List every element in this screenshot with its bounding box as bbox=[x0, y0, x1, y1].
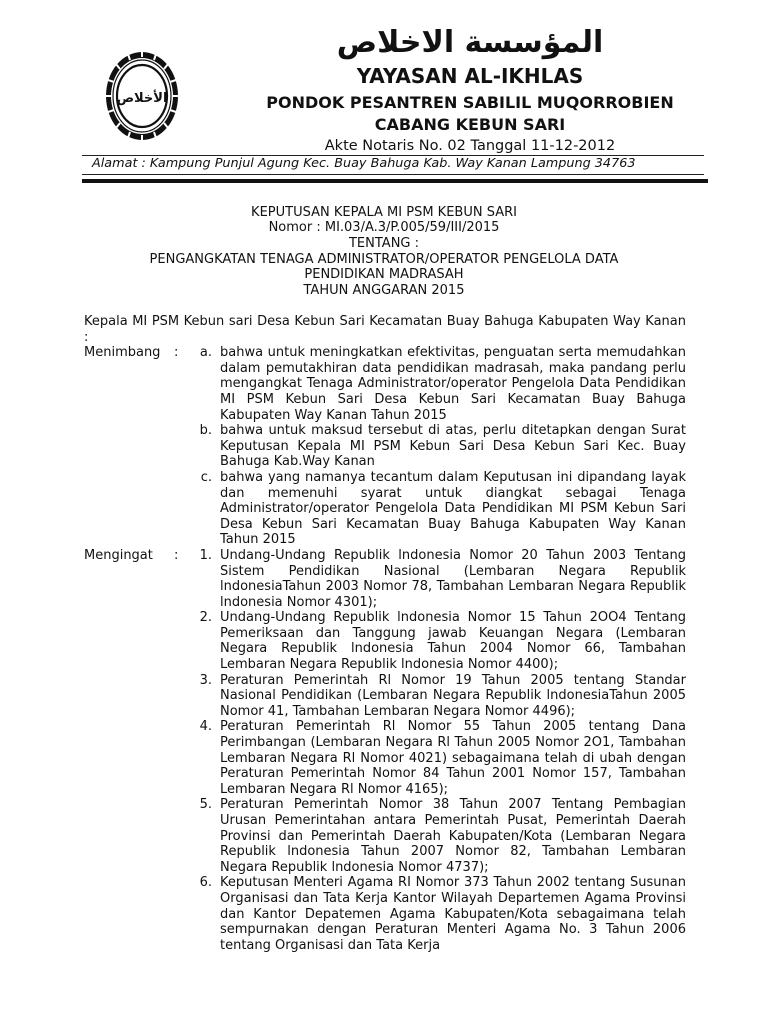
mengingat-colon: : bbox=[174, 547, 179, 563]
menimbang-item-number: c. bbox=[200, 469, 212, 485]
menimbang-item-text: bahwa untuk meningkatkan efektivitas, penguatan serta memudahkan dalam pemutakhiran data pendidikan madrasah, maka pandang perlu mengangkat Tenaga Administrator/operator Pengelola Data Pendidikan MI PSM Kebun Sari Desa Kebun Sari Kecamatan Buay Bahuga Kabupaten Way Kanan Tahun 2015 bbox=[220, 345, 686, 423]
subject-line-1: PENGANGKATAN TENAGA ADMINISTRATOR/OPERATOR PENGELOLA DATA bbox=[149, 252, 619, 267]
foundation-seal-logo bbox=[104, 50, 180, 142]
branch-name: CABANG KEBUN SARI bbox=[374, 115, 566, 134]
menimbang-colon: : bbox=[174, 345, 179, 361]
mengingat-item bbox=[194, 875, 686, 953]
mengingat-item-text: Undang-Undang Republik lndonesia Nomor 20 Tahun 2003 Tentang Sistem Pendidikan Nasional (Lembaran Negara Republik lndonesiaTahun 2003 Nomor 78, Tambahan Lembaran Negara Republik lndonesia Nomor 4301); bbox=[220, 547, 686, 610]
mengingat-item-number: 4. bbox=[199, 719, 212, 735]
mengingat-item-number: 5. bbox=[199, 797, 212, 813]
mengingat-item-number: 6. bbox=[199, 875, 212, 891]
mengingat-item-text: Peraturan Pemerintah Rl Nomor 55 Tahun 2005 tentang Dana Perimbangan (Lembaran Negara Rl Tahun 2005 Nomor 2O1, Tambahan Lembaran Negara Rl Nomor 4021) sebagaimana telah di ubah dengan Peraturan Pemerintah Nomor 84 Tahun 2001 Nomor 157, Tambahan Lembaran Negara Rl Nomor 4165); bbox=[220, 719, 686, 797]
arabic-foundation-name: المؤسسة الاخلاص bbox=[336, 25, 604, 60]
school-name: PONDOK PESANTREN SABILIL MUQORROBIEN bbox=[266, 93, 674, 112]
mengingat-item-number: 3. bbox=[199, 672, 212, 688]
menimbang-label: Menimbang bbox=[84, 345, 161, 361]
menimbang-list bbox=[194, 345, 686, 548]
tentang-heading: TENTANG : bbox=[348, 236, 419, 251]
menimbang-section bbox=[84, 345, 686, 548]
decree-title: KEPUTUSAN KEPALA MI PSM KEBUN SARI bbox=[251, 205, 517, 220]
decree-number: Nomor : MI.03/A.3/P.005/59/III/2015 bbox=[268, 220, 500, 235]
mengingat-item-number: 1. bbox=[199, 547, 212, 563]
mengingat-item-text: Peraturan Pemerintah Rl Nomor 19 Tahun 2005 tentang Standar Nasional Pendidikan (Lembaran Negara Republik lndonesiaTahun 2005 Nomor 41, Tambahan Lembaran Negara Nomor 4496); bbox=[220, 672, 686, 719]
mengingat-item-text: Undang-Undang Republik lndonesia Nomor 15 Tahun 2OO4 Tentang Pemeriksaan dan Tanggung jawab Keuangan Negara (Lembaran Negara Republik lndonesia Tahun 2004 Nomor 66, Tambahan Lembaran Negara Republik lndonesia Nomor 4400); bbox=[220, 610, 686, 673]
mengingat-list bbox=[194, 548, 686, 953]
mengingat-item-text: Peraturan Pemerintah Nomor 38 Tahun 2007 Tentang Pembagian Urusan Pemerintahan antara Pemerintah Pusat, Pemerintah Daerah Provinsi dan Pemerintah Daerah Kabupaten/Kota (Lembaran Negara Republik lndonesia Tahun 2007 Nomor 82, Tambahan Lembaran Negara Republik lndonesia Nomor 4737); bbox=[220, 797, 686, 875]
mengingat-item bbox=[194, 673, 686, 720]
menimbang-item-text: bahwa untuk maksud tersebut di atas, perlu ditetapkan dengan Surat Keputusan Kepala MI PSM Kebun Sari Desa Kebun Sari Kec. Buay Bahuga Kab.Way Kanan bbox=[220, 423, 686, 470]
menimbang-item-text: bahwa yang namanya tecantum dalam Keputusan ini dipandang layak dan memenuhi syarat untuk diangkat sebagai Tenaga Administrator/operator Pengelola Data Pendidikan MI PSM Kebun Sari Desa Kebun Sari Kecamatan Buay Bahuga Kabupaten Way Kanan Tahun 2015 bbox=[220, 469, 686, 548]
mengingat-item bbox=[194, 797, 686, 875]
menimbang-item bbox=[194, 345, 686, 423]
mengingat-section bbox=[84, 548, 686, 953]
menimbang-item-number: a. bbox=[199, 345, 212, 361]
fiscal-year: TAHUN ANGGARAN 2015 bbox=[303, 283, 465, 298]
mengingat-item bbox=[194, 719, 686, 797]
menimbang-item bbox=[194, 423, 686, 470]
mengingat-item-text: Keputusan Menteri Agama RI Nomor 373 Tahun 2002 tentang Susunan Organisasi dan Tata Kerja Kantor Wilayah Departemen Agama Provinsi dan Kantor Depatemen Agama Kabupaten/Kota sebagaimana telah sempurnakan dengan Peraturan Menteri Agama No. 3 Tahun 2006 tentang Organisasi dan Tata Kerja bbox=[220, 875, 686, 953]
mengingat-item bbox=[194, 548, 686, 610]
notary-deed: Akte Notaris No. 02 Tanggal 11-12-2012 bbox=[324, 138, 616, 154]
foundation-name: YAYASAN AL-IKHLAS bbox=[356, 64, 584, 88]
mengingat-item bbox=[194, 610, 686, 672]
mengingat-item-number: 2. bbox=[199, 610, 212, 626]
seal-calligraphy: الأخلاص bbox=[116, 91, 168, 106]
mengingat-label: Mengingat bbox=[84, 547, 153, 563]
intro-paragraph: Kepala MI PSM Kebun sari Desa Kebun Sari Kecamatan Buay Bahuga Kabupaten Way Kanan : bbox=[84, 314, 686, 345]
subject-line-2: PENDIDIKAN MADRASAH bbox=[304, 267, 464, 282]
header-divider bbox=[82, 179, 708, 183]
address-line: Alamat : Kampung Punjul Agung Kec. Buay Bahuga Kab. Way Kanan Lampung 34763 bbox=[92, 156, 636, 171]
menimbang-item-number: b. bbox=[199, 423, 212, 439]
menimbang-item bbox=[194, 470, 686, 548]
decree-body bbox=[84, 314, 686, 953]
